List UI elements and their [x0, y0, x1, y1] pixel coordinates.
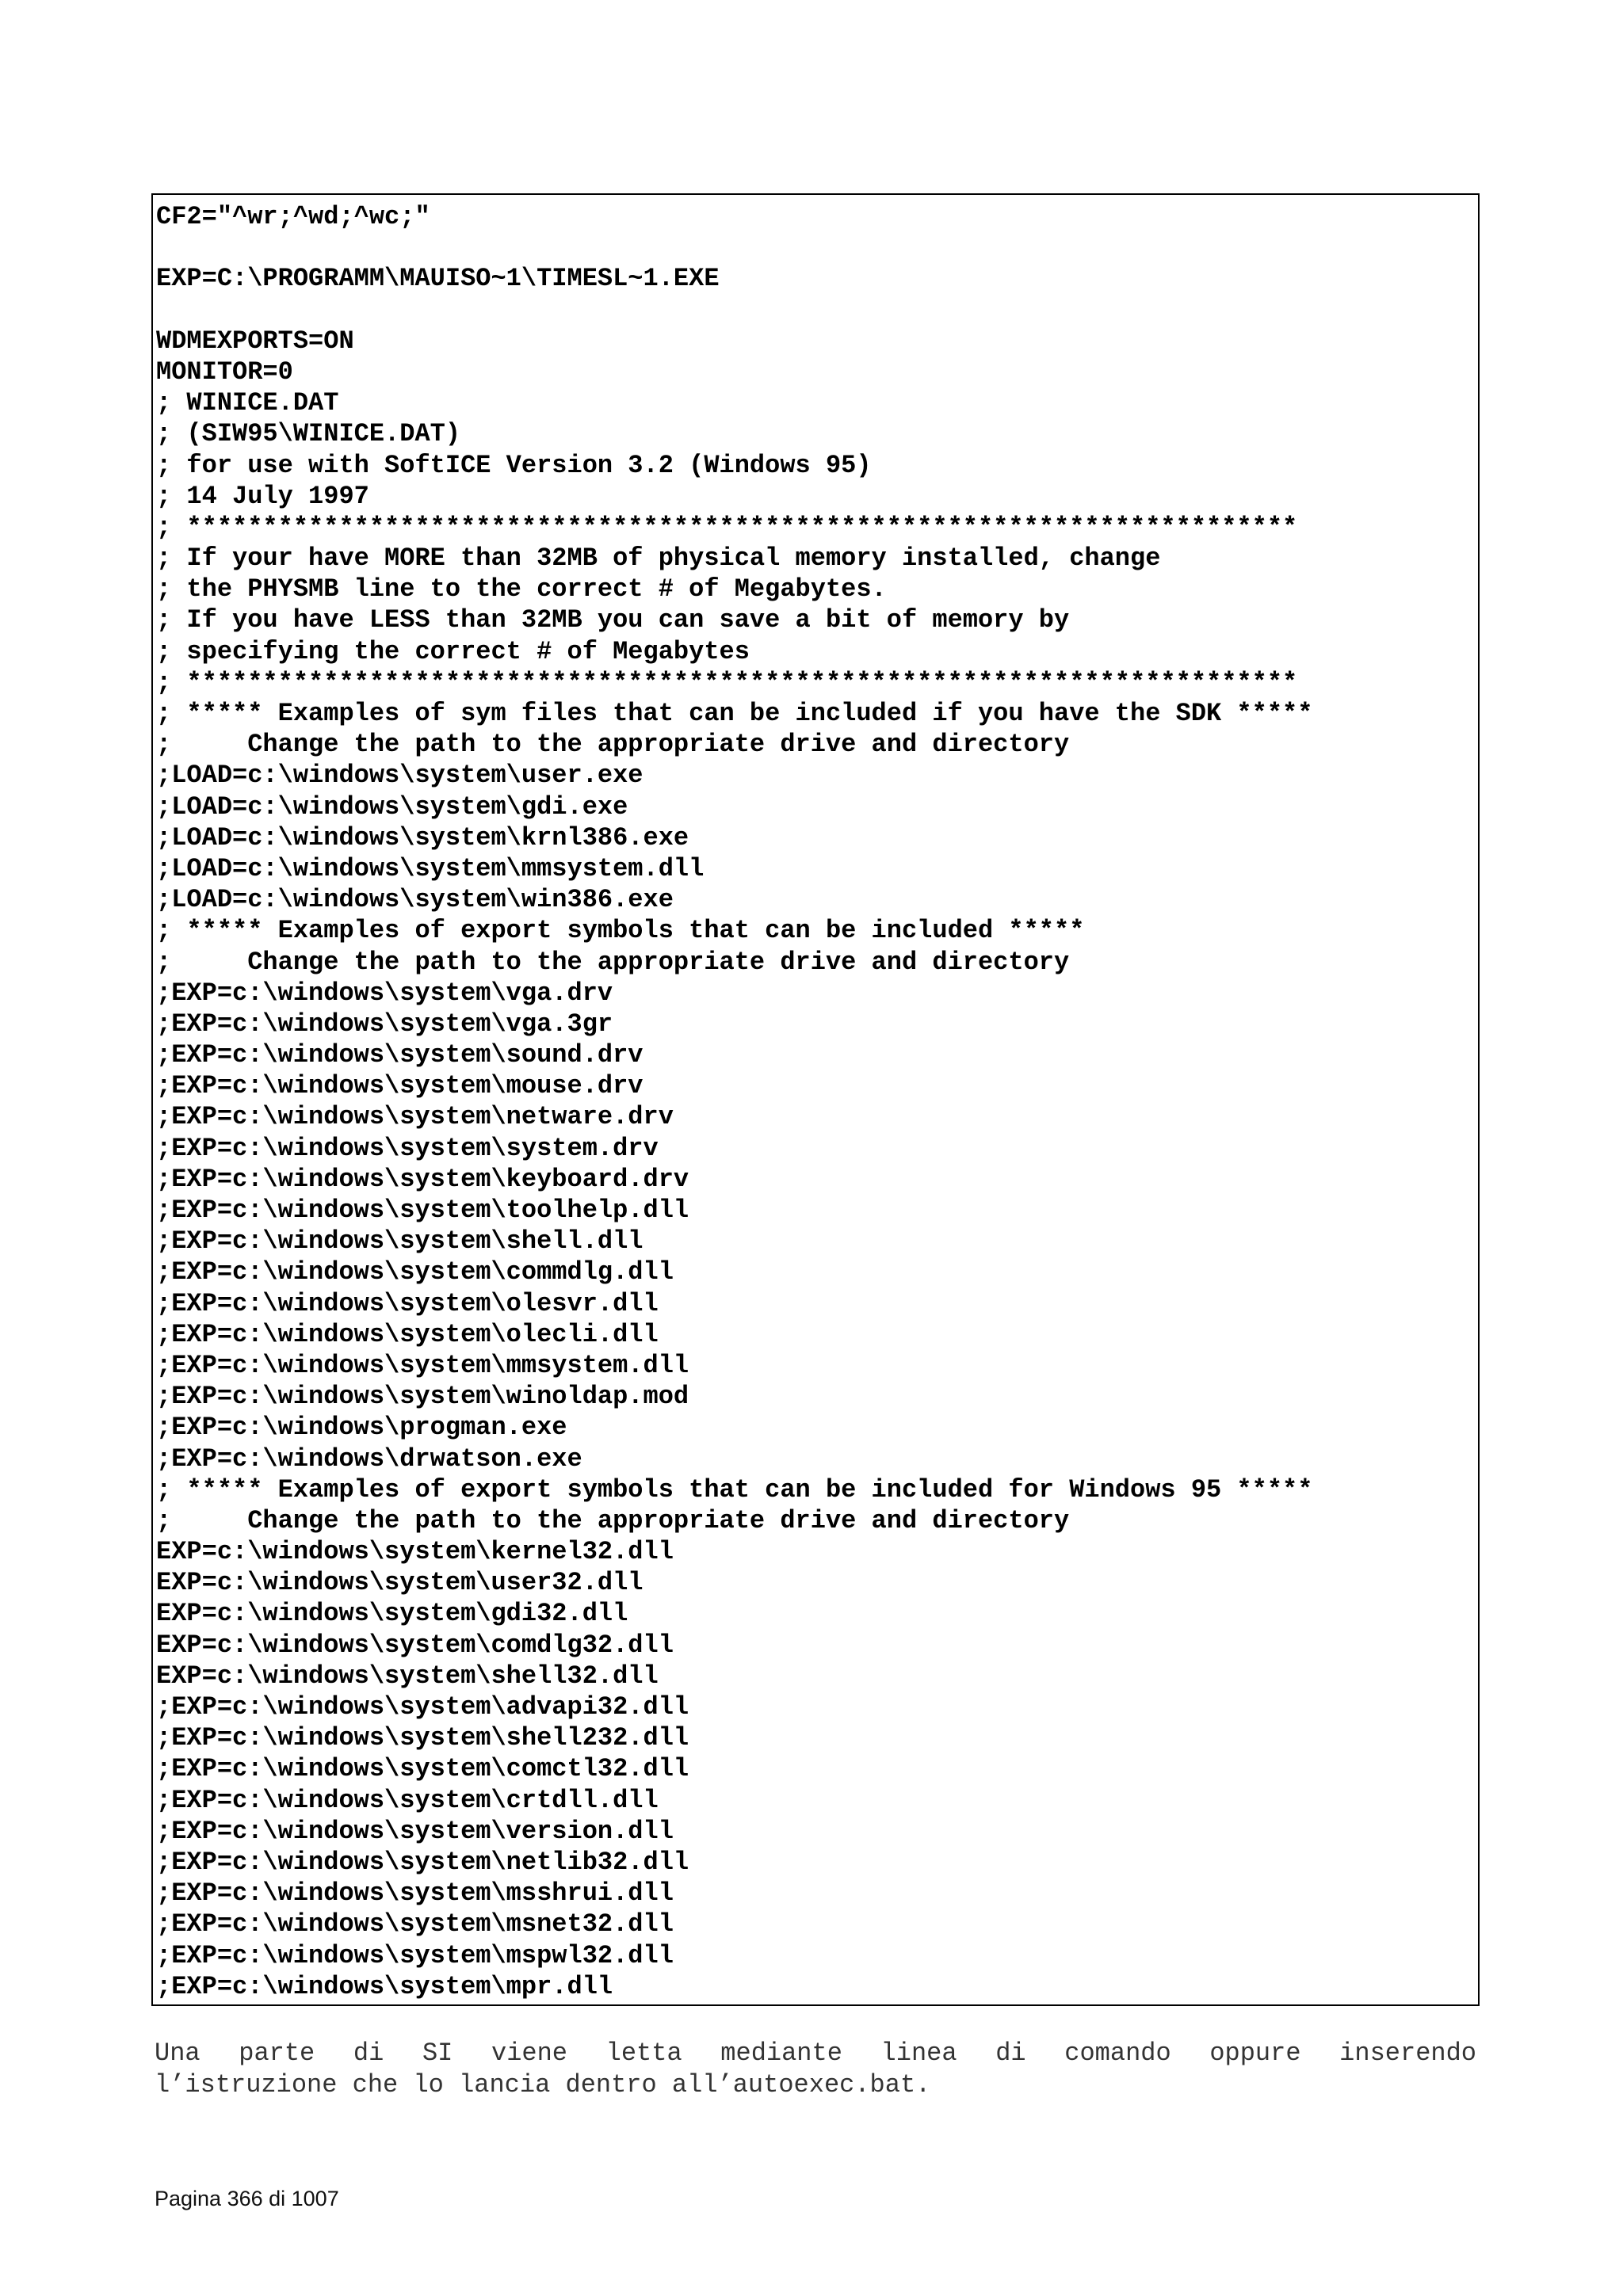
- code-line: ;EXP=c:\windows\system\keyboard.drv: [156, 1164, 689, 1194]
- code-line: CF2="^wr;^wd;^wc;": [156, 202, 430, 231]
- code-line: ;LOAD=c:\windows\system\mmsystem.dll: [156, 853, 705, 883]
- code-line: ;EXP=c:\windows\drwatson.exe: [156, 1444, 582, 1474]
- page-number: Pagina 366 di 1007: [155, 2187, 339, 2210]
- code-line: ;EXP=c:\windows\system\version.dll: [156, 1816, 674, 1846]
- code-line: EXP=C:\PROGRAMM\MAUISO~1\TIMESL~1.EXE: [156, 264, 720, 294]
- code-line: ;LOAD=c:\windows\system\krnl386.exe: [156, 822, 689, 852]
- code-line: ;LOAD=c:\windows\system\user.exe: [156, 761, 643, 791]
- code-line: ;EXP=c:\windows\system\mmsystem.dll: [156, 1350, 689, 1380]
- code-line: ; Change the path to the appropriate drive and directory: [156, 1505, 1070, 1535]
- code-line: ; (SIW95\WINICE.DAT): [156, 419, 461, 449]
- code-line: ;EXP=c:\windows\system\comctl32.dll: [156, 1754, 689, 1784]
- code-line: ; for use with SoftICE Version 3.2 (Windows 95): [156, 450, 872, 480]
- code-line: [156, 295, 1475, 326]
- code-line: ;EXP=c:\windows\system\crtdll.dll: [156, 1785, 659, 1815]
- code-line: ; WINICE.DAT: [156, 388, 339, 418]
- code-line: ;EXP=c:\windows\system\commdlg.dll: [156, 1257, 674, 1287]
- code-line: ; ***** Examples of sym files that can be included if you have the SDK *****: [156, 699, 1313, 728]
- code-line: ; specifying the correct # of Megabytes: [156, 636, 750, 666]
- code-line: ;EXP=c:\windows\system\system.drv: [156, 1133, 659, 1163]
- code-line: WDMEXPORTS=ON: [156, 326, 354, 356]
- paragraph-line: Una parte di SI viene letta mediante linea di comando oppure inserendo: [155, 2039, 1476, 2068]
- code-listing-box: [151, 193, 1480, 2006]
- code-line: EXP=c:\windows\system\kernel32.dll: [156, 1537, 674, 1567]
- code-line: ;EXP=c:\windows\system\toolhelp.dll: [156, 1196, 689, 1225]
- code-line: ;EXP=c:\windows\system\vga.3gr: [156, 1009, 613, 1039]
- code-line: ;LOAD=c:\windows\system\gdi.exe: [156, 791, 628, 822]
- code-line: ;EXP=c:\windows\system\shell.dll: [156, 1226, 643, 1257]
- code-line: EXP=c:\windows\system\user32.dll: [156, 1568, 643, 1598]
- code-line: ;EXP=c:\windows\system\olesvr.dll: [156, 1288, 659, 1318]
- code-line: ; If you have LESS than 32MB you can save a bit of memory by: [156, 605, 1070, 635]
- code-line: EXP=c:\windows\system\gdi32.dll: [156, 1599, 628, 1629]
- code-line: ;EXP=c:\windows\system\netware.drv: [156, 1102, 674, 1132]
- code-line: ;EXP=c:\windows\system\mouse.drv: [156, 1071, 643, 1101]
- code-line: ;EXP=c:\windows\system\winoldap.mod: [156, 1382, 689, 1412]
- code-line: EXP=c:\windows\system\shell32.dll: [156, 1661, 659, 1691]
- code-line: ;EXP=c:\windows\system\vga.drv: [156, 978, 613, 1008]
- code-line: ; *************************************************************************: [156, 667, 1298, 697]
- code-line: ;EXP=c:\windows\system\mspwl32.dll: [156, 1940, 674, 1970]
- code-line: ; the PHYSMB line to the correct # of Megabytes.: [156, 574, 887, 605]
- explanatory-paragraph: [155, 2038, 1476, 2101]
- code-line: ;EXP=c:\windows\system\advapi32.dll: [156, 1692, 689, 1722]
- code-line: MONITOR=0: [156, 357, 293, 387]
- code-line: ;EXP=c:\windows\progman.exe: [156, 1413, 567, 1443]
- code-line: ; ***** Examples of export symbols that can be included *****: [156, 916, 1085, 946]
- code-line: ;EXP=c:\windows\system\netlib32.dll: [156, 1847, 689, 1877]
- code-line: ;EXP=c:\windows\system\olecli.dll: [156, 1319, 659, 1349]
- code-line: ; ***** Examples of export symbols that can be included for Windows 95 *****: [156, 1474, 1313, 1505]
- code-line: ;EXP=c:\windows\system\sound.drv: [156, 1040, 643, 1070]
- code-line: ;EXP=c:\windows\system\mpr.dll: [156, 1971, 613, 2001]
- code-line: ; If your have MORE than 32MB of physical memory installed, change: [156, 543, 1161, 574]
- code-line: ; Change the path to the appropriate drive and directory: [156, 947, 1070, 977]
- code-line: ; Change the path to the appropriate drive and directory: [156, 730, 1070, 760]
- code-line: ;EXP=c:\windows\system\shell232.dll: [156, 1723, 689, 1753]
- code-line: ;LOAD=c:\windows\system\win386.exe: [156, 885, 674, 915]
- code-line: [156, 232, 1475, 263]
- code-line: EXP=c:\windows\system\comdlg32.dll: [156, 1630, 674, 1660]
- code-line: ;EXP=c:\windows\system\msshrui.dll: [156, 1878, 674, 1909]
- paragraph-line: l’istruzione che lo lancia dentro all’autoexec.bat.: [155, 2070, 931, 2100]
- code-line: ; 14 July 1997: [156, 481, 369, 511]
- code-line: ;EXP=c:\windows\system\msnet32.dll: [156, 1909, 674, 1939]
- code-line: ; *************************************************************************: [156, 512, 1298, 542]
